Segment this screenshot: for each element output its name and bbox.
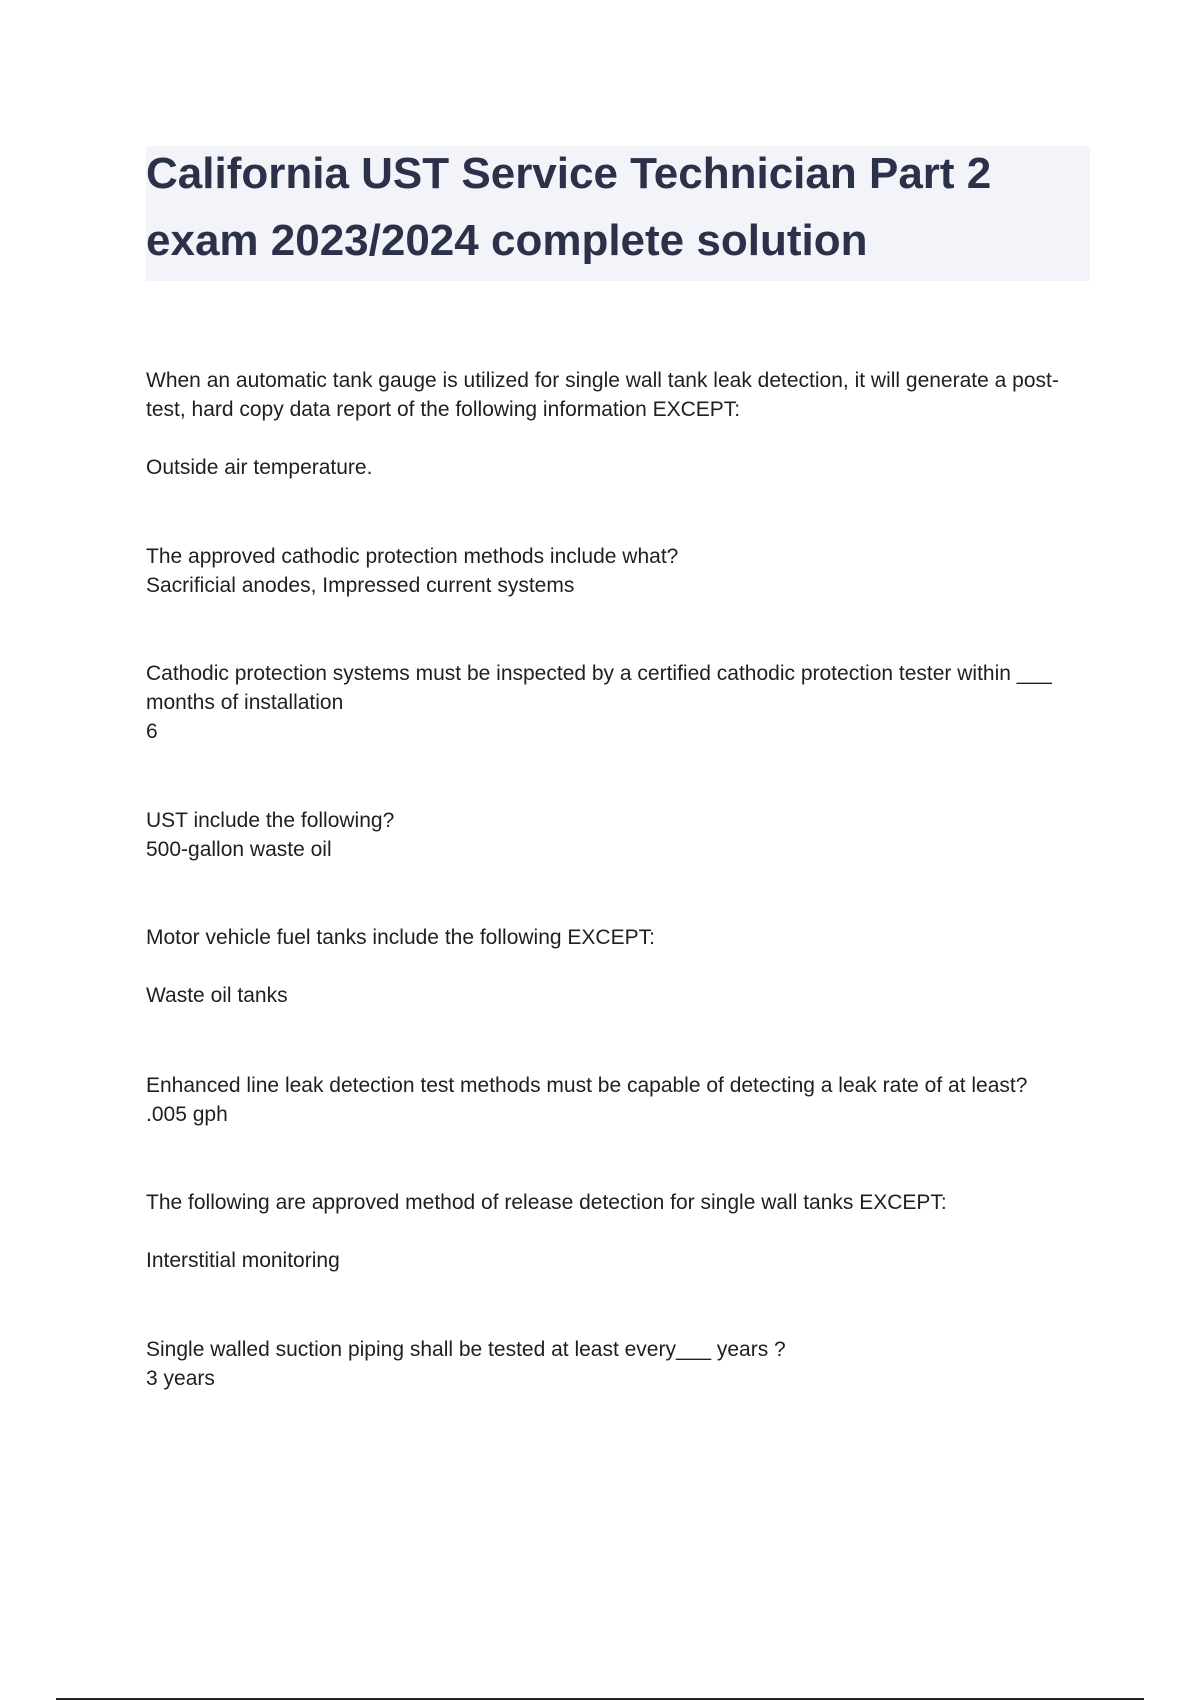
answer-text: 3 years <box>146 1367 215 1390</box>
question-text: UST include the following? <box>146 809 395 832</box>
question-text: The following are approved method of release detection for single wall tanks EXCEPT: <box>146 1191 947 1214</box>
qa-item-4 <box>146 806 1096 864</box>
qa-item-6 <box>146 1071 1096 1129</box>
answer-text: Sacrificial anodes, Impressed current systems <box>146 574 575 597</box>
qa-item-1 <box>146 366 1096 482</box>
qa-item-2 <box>146 542 1096 600</box>
qa-item-7 <box>146 1188 1096 1275</box>
answer-text: Outside air temperature. <box>146 456 373 479</box>
qa-item-3 <box>146 659 1096 746</box>
answer-text: Waste oil tanks <box>146 984 288 1007</box>
question-text: When an automatic tank gauge is utilized for single wall tank leak detection, it will generate a post-test, hard copy data report of the following information EXCEPT: <box>146 369 1059 421</box>
answer-text: 500-gallon waste oil <box>146 838 332 861</box>
answer-text: Interstitial monitoring <box>146 1249 340 1272</box>
answer-text: .005 gph <box>146 1103 228 1126</box>
answer-text: 6 <box>146 720 158 743</box>
qa-item-8 <box>146 1335 1096 1393</box>
qa-item-5 <box>146 923 1096 1010</box>
question-text: The approved cathodic protection methods include what? <box>146 545 679 568</box>
question-text: Single walled suction piping shall be tested at least every___ years ? <box>146 1338 786 1361</box>
question-text: Cathodic protection systems must be inspected by a certified cathodic protection tester within ___ months of installation <box>146 662 1052 714</box>
question-text: Motor vehicle fuel tanks include the following EXCEPT: <box>146 926 655 949</box>
question-text: Enhanced line leak detection test methods must be capable of detecting a leak rate of at least? <box>146 1074 1028 1097</box>
document-title: California UST Service Technician Part 2 exam 2023/2024 complete solution <box>146 149 992 265</box>
